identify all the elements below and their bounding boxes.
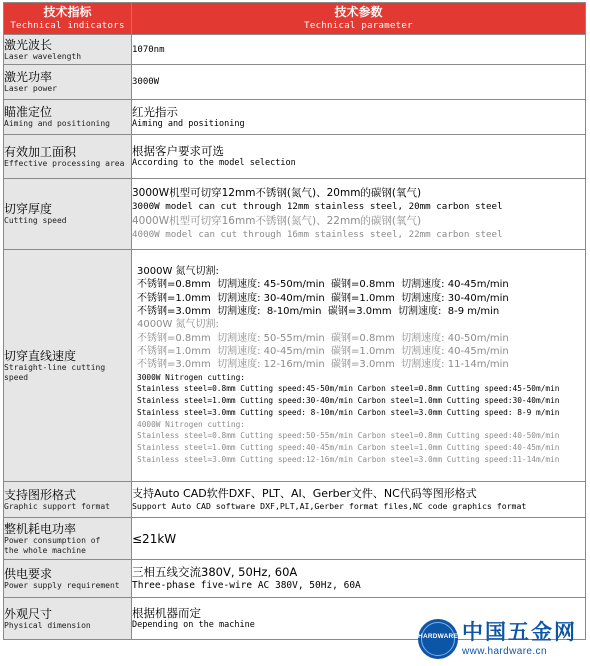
label-area bbox=[4, 135, 132, 179]
label-en: Graphic support format bbox=[4, 501, 110, 511]
label-zh: 切穿厚度 bbox=[4, 202, 53, 216]
label-thickness bbox=[4, 179, 132, 250]
value-thickness bbox=[132, 179, 586, 250]
thickness-line-3000-zh: 3000W机型可切穿12mm不锈钢(氮气)、20mm的碳钢(氧气) bbox=[132, 187, 422, 199]
value-power bbox=[132, 65, 586, 100]
spec-table bbox=[3, 2, 586, 640]
row-area bbox=[4, 135, 586, 179]
value-consumption bbox=[132, 518, 586, 560]
value-speed bbox=[132, 250, 586, 482]
watermark-title: 中国五金网 bbox=[462, 620, 577, 644]
label-en: Laser wavelength bbox=[4, 51, 82, 61]
value-zh: 支持Auto CAD软件DXF、PLT、AI、Gerber文件、NC代码等图形格式 bbox=[132, 487, 477, 500]
value-supply bbox=[132, 560, 586, 598]
label-zh: 外观尺寸 bbox=[4, 606, 53, 621]
speed-line: 不锈钢=1.0mm 切割速度: 30-40m/min 碳钢=1.0mm 切割速度: 30-40m/min bbox=[137, 292, 509, 304]
label-zh: 激光波长 bbox=[4, 37, 53, 52]
header-parameter bbox=[132, 3, 586, 35]
value-zh: 根据机器而定 bbox=[132, 606, 201, 620]
value-graphics bbox=[132, 482, 586, 518]
value-en: Three-phase five-wire AC 380V, 50Hz, 60A bbox=[132, 580, 361, 591]
row-power bbox=[4, 65, 586, 100]
label-speed bbox=[4, 250, 132, 482]
row-thickness bbox=[4, 179, 586, 250]
speed-4000-title-en: 4000W Nitrogen cutting: bbox=[137, 419, 245, 429]
speed-4000-title-zh: 4000W 氮气切割: bbox=[137, 319, 219, 331]
speed-line: Stainless steel=3.0mm Cutting speed: 8-10m/min Carbon steel=3.0mm Cutting speed: 8-9 m/min bbox=[137, 407, 560, 417]
speed-line: Stainless steel=1.0mm Cutting speed:40-45m/min Carbon steel=1.0mm Cutting speed:40-45m/min bbox=[137, 443, 560, 453]
label-zh: 支持图形格式 bbox=[4, 487, 77, 502]
value-en: Aiming and positioning bbox=[132, 118, 245, 129]
speed-line: Stainless steel=3.0mm Cutting speed:12-16m/min Carbon steel=3.0mm Cutting speed:11-14m/min bbox=[137, 455, 560, 465]
label-power bbox=[4, 65, 132, 100]
row-aiming bbox=[4, 100, 586, 135]
row-wavelength bbox=[4, 35, 586, 65]
watermark bbox=[418, 619, 586, 661]
label-consumption bbox=[4, 518, 132, 560]
value-zh: 根据客户要求可选 bbox=[132, 144, 224, 158]
header-indicators bbox=[4, 3, 132, 35]
label-zh: 瞄准定位 bbox=[4, 105, 53, 119]
thickness-line-4000-zh: 4000W机型可切穿16mm不锈钢(氮气)、22mm的碳钢(氧气) bbox=[132, 215, 422, 227]
label-zh: 供电要求 bbox=[4, 566, 53, 581]
header-parameter-zh: 技术参数 bbox=[334, 5, 383, 19]
globe-logo-icon bbox=[418, 619, 458, 659]
value-zh: 红光指示 bbox=[132, 104, 178, 119]
row-speed bbox=[4, 250, 586, 482]
value-text: 3000W bbox=[132, 77, 160, 87]
speed-line: Stainless steel=1.0mm Cutting speed:30-40m/min Carbon steel=1.0mm Cutting speed:30-40m/min bbox=[137, 396, 560, 406]
speed-line: 不锈钢=0.8mm 切割速度: 50-55m/min 碳钢=0.8mm 切割速度: 40-50m/min bbox=[137, 332, 509, 344]
header-indicators-en: Technical indicators bbox=[10, 21, 125, 31]
row-graphics bbox=[4, 482, 586, 518]
row-consumption bbox=[4, 518, 586, 560]
label-en: Cutting speed bbox=[4, 216, 67, 225]
value-en: According to the model selection bbox=[132, 158, 296, 168]
thickness-line-3000-en: 3000W model can cut through 12mm stainless steel, 20mm carbon steel bbox=[132, 201, 503, 212]
value-zh: 三相五线交流380V, 50Hz, 60A bbox=[132, 565, 298, 579]
value-text: ≤21kW bbox=[132, 531, 177, 546]
speed-line: Stainless steel=0.8mm Cutting speed:45-50m/min Carbon steel=0.8mm Cutting speed:45-50m/min bbox=[137, 384, 560, 394]
label-zh: 切穿直线速度 bbox=[4, 348, 77, 363]
label-en: Aiming and positioning bbox=[4, 119, 110, 128]
value-wavelength bbox=[132, 35, 586, 65]
speed-line: 不锈钢=1.0mm 切割速度: 40-45m/min 碳钢=1.0mm 切割速度: 40-45m/min bbox=[137, 345, 509, 357]
speed-line: 不锈钢=3.0mm 切割速度: 12-16m/min 碳钢=3.0mm 切割速度: 11-14m/min bbox=[137, 359, 509, 371]
label-dimension bbox=[4, 598, 132, 640]
speed-3000-title-en: 3000W Nitrogen cutting: bbox=[137, 372, 245, 382]
value-en: Depending on the machine bbox=[132, 620, 255, 630]
speed-line: Stainless steel=0.8mm Cutting speed:50-55m/min Carbon steel=0.8mm Cutting speed:40-50m/min bbox=[137, 431, 560, 441]
logo-text: HARDWARE bbox=[418, 633, 458, 640]
label-en: Power consumption of the whole machine bbox=[4, 535, 101, 555]
speed-3000-title-zh: 3000W 氮气切割: bbox=[137, 266, 219, 278]
label-graphics bbox=[4, 482, 132, 518]
header-row bbox=[4, 3, 586, 35]
thickness-line-4000-en: 4000W model can cut through 16mm stainless steel, 22mm carbon steel bbox=[132, 229, 503, 240]
header-parameter-en: Technical parameter bbox=[304, 21, 413, 31]
watermark-url: www.hardware.cn bbox=[462, 646, 547, 657]
label-zh: 整机耗电功率 bbox=[4, 521, 77, 536]
label-zh: 有效加工面积 bbox=[4, 144, 77, 159]
label-aiming bbox=[4, 100, 132, 135]
label-en: Laser power bbox=[4, 84, 57, 93]
speed-line: 不锈钢=3.0mm 切割速度: 8-10m/min 碳钢=3.0mm 切割速度: 8-9 m/min bbox=[137, 306, 500, 318]
label-en: Physical dimension bbox=[4, 620, 91, 630]
value-area bbox=[132, 135, 586, 179]
label-en: Straight-line cutting speed bbox=[4, 362, 106, 382]
speed-line: 不锈钢=0.8mm 切割速度: 45-50m/min 碳钢=0.8mm 切割速度: 40-45m/min bbox=[137, 279, 509, 291]
label-en: Effective processing area bbox=[4, 158, 125, 168]
label-wavelength bbox=[4, 35, 132, 65]
header-indicators-zh: 技术指标 bbox=[43, 5, 92, 19]
label-zh: 激光功率 bbox=[4, 70, 53, 84]
row-supply bbox=[4, 560, 586, 598]
value-aiming bbox=[132, 100, 586, 135]
value-en: Support Auto CAD software DXF,PLT,AI,Gerber format files,NC code graphics format bbox=[132, 501, 527, 511]
value-text: 1070nm bbox=[132, 44, 165, 55]
label-en: Power supply requirement bbox=[4, 580, 120, 590]
label-supply bbox=[4, 560, 132, 598]
